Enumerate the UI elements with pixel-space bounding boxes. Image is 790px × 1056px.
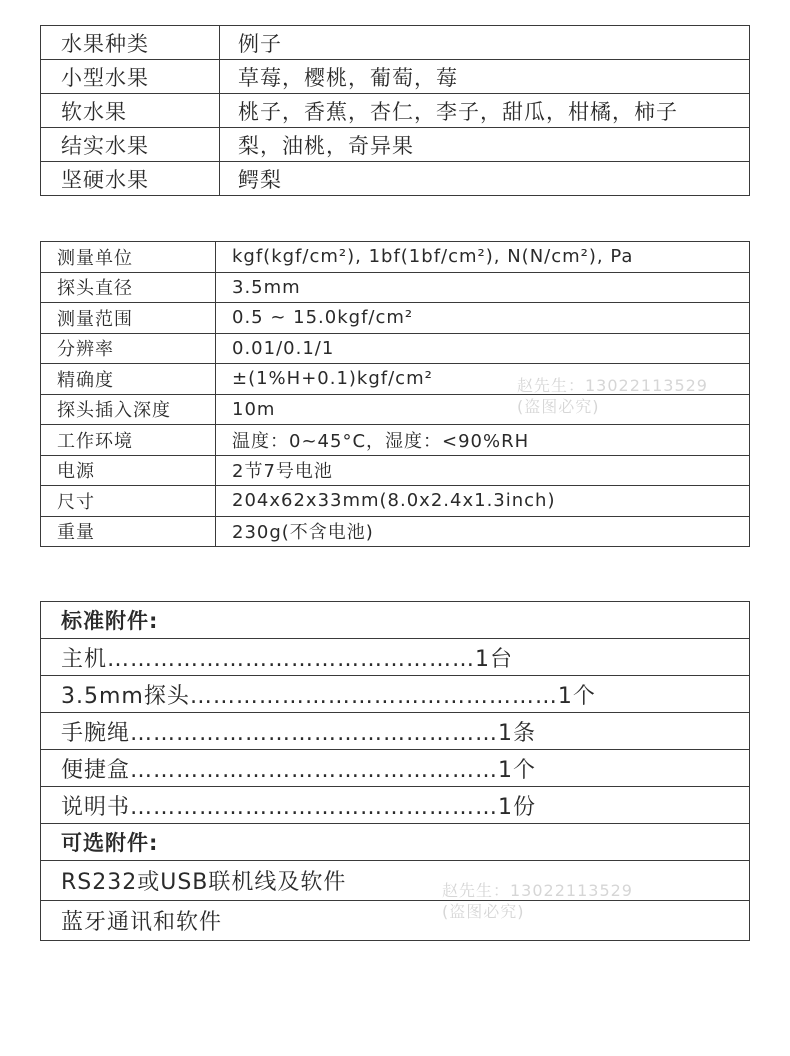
fruit-examples-cell: 桃子，香蕉，杏仁，李子，甜瓜，柑橘，柿子 xyxy=(220,94,750,128)
table-row xyxy=(41,303,750,334)
table-row xyxy=(41,242,750,273)
spec-label: 测量范围 xyxy=(41,303,216,334)
table-row xyxy=(41,486,750,517)
fruit-examples-header: 例子 xyxy=(220,26,750,60)
accessory-item: 主机…………………………………………1台 xyxy=(41,639,750,676)
standard-accessories-title: 标准附件: xyxy=(41,602,750,639)
fruit-category-cell: 坚硬水果 xyxy=(41,162,220,196)
spec-label: 工作环境 xyxy=(41,425,216,456)
table-row xyxy=(41,676,750,713)
watermark-line-1: 赵先生：13022113529 xyxy=(442,881,633,900)
accessories-table xyxy=(40,601,750,941)
table-row xyxy=(41,639,750,676)
fruit-examples-cell: 梨，油桃，奇异果 xyxy=(220,128,750,162)
table-row xyxy=(41,602,750,639)
accessory-item: 3.5mm探头…………………………………………1个 xyxy=(41,676,750,713)
spec-value: 204x62x33mm(8.0x2.4x1.3inch) xyxy=(216,486,750,517)
spec-value: ±(1%H+0.1)kgf/cm² xyxy=(216,364,750,395)
table-row xyxy=(41,750,750,787)
table-row xyxy=(41,364,750,395)
fruit-category-cell: 结实水果 xyxy=(41,128,220,162)
accessory-item: 说明书…………………………………………1份 xyxy=(41,787,750,824)
watermark-line-2: (盗图必究) xyxy=(517,397,600,416)
spec-label: 分辨率 xyxy=(41,333,216,364)
table-row xyxy=(41,787,750,824)
fruit-category-header: 水果种类 xyxy=(41,26,220,60)
table-row xyxy=(41,455,750,486)
spec-value: 2节7号电池 xyxy=(216,455,750,486)
spec-table xyxy=(40,241,750,547)
spec-value: 10m xyxy=(216,394,750,425)
table-row xyxy=(41,162,750,196)
optional-accessory-item: RS232或USB联机线及软件 xyxy=(41,861,750,901)
table-row xyxy=(41,272,750,303)
table-row xyxy=(41,94,750,128)
spec-value: kgf(kgf/cm²), 1bf(1bf/cm²), N(N/cm²), Pa xyxy=(216,242,750,273)
table-row xyxy=(41,425,750,456)
optional-accessories-title: 可选附件: xyxy=(41,824,750,861)
spec-label: 精确度 xyxy=(41,364,216,395)
spec-value: 0.01/0.1/1 xyxy=(216,333,750,364)
table-row xyxy=(41,128,750,162)
spec-label: 电源 xyxy=(41,455,216,486)
accessory-item: 便捷盒…………………………………………1个 xyxy=(41,750,750,787)
table-row xyxy=(41,516,750,547)
fruit-examples-cell: 鳄梨 xyxy=(220,162,750,196)
table-row xyxy=(41,713,750,750)
spec-value: 3.5mm xyxy=(216,272,750,303)
watermark-line-1: 赵先生：13022113529 xyxy=(517,376,708,395)
accessory-item: 手腕绳…………………………………………1条 xyxy=(41,713,750,750)
spec-value: 温度：0~45°C，湿度：<90%RH xyxy=(216,425,750,456)
spec-label: 测量单位 xyxy=(41,242,216,273)
table-row xyxy=(41,901,750,941)
fruit-examples-cell: 草莓，樱桃，葡萄，莓 xyxy=(220,60,750,94)
watermark-line-2: (盗图必究) xyxy=(442,902,525,921)
table-row xyxy=(41,333,750,364)
table-row xyxy=(41,824,750,861)
table-row xyxy=(41,394,750,425)
table-row xyxy=(41,60,750,94)
spec-label: 尺寸 xyxy=(41,486,216,517)
spec-value: 230g(不含电池) xyxy=(216,516,750,547)
spec-label: 探头直径 xyxy=(41,272,216,303)
fruit-category-cell: 软水果 xyxy=(41,94,220,128)
optional-accessory-item: 蓝牙通讯和软件 xyxy=(41,901,750,941)
spec-label: 探头插入深度 xyxy=(41,394,216,425)
table-row xyxy=(41,26,750,60)
spec-value: 0.5 ~ 15.0kgf/cm² xyxy=(216,303,750,334)
fruit-category-cell: 小型水果 xyxy=(41,60,220,94)
fruit-types-table xyxy=(40,25,750,196)
table-row xyxy=(41,861,750,901)
spec-label: 重量 xyxy=(41,516,216,547)
